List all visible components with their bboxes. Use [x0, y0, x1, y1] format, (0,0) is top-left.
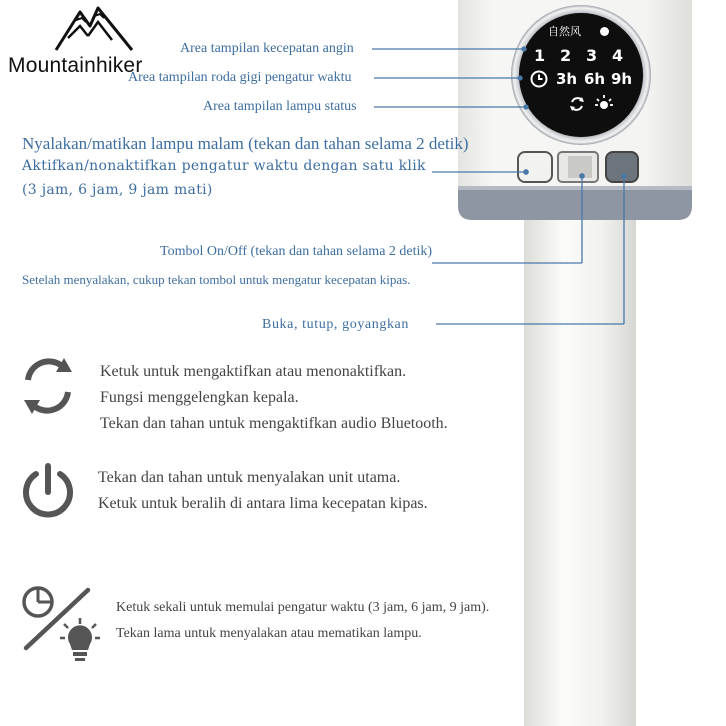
speed-level-4: 4: [612, 46, 624, 65]
display-mode-label: 自然风: [548, 25, 581, 38]
callout-power-button: Tombol On/Off (tekan dan tahan selama 2 detik): [160, 244, 433, 259]
brand-name: Mountainhiker: [8, 54, 143, 77]
timer-light-icon: [18, 584, 104, 664]
callout-wind-speed-area: Area tampilan kecepatan angin: [180, 41, 354, 56]
power-desc-line-1: Tekan dan tahan untuk menyalakan unit utama.: [98, 469, 401, 486]
speed-level-1: 1: [534, 46, 546, 65]
callout-oscillate: Buka, tutup, goyangkan: [262, 317, 409, 332]
timer-6h: 6h: [584, 70, 606, 88]
clock-icon: [530, 70, 548, 88]
speed-level-2: 2: [560, 46, 572, 65]
power-icon: [18, 462, 78, 524]
oscillate-desc-line-3: Tekan dan tahan untuk mengaktifkan audio Bluetooth.: [100, 415, 448, 432]
timer-light-desc-line-2: Tekan lama untuk menyalakan atau mematikan lampu.: [116, 626, 422, 641]
oscillate-status-icon: [568, 95, 586, 113]
oscillate-desc-line-2: Fungsi menggelengkan kepala.: [100, 389, 299, 406]
timer-9h: 9h: [611, 70, 633, 88]
callout-timer-options: (3 jam, 6 jam, 9 jam mati): [22, 182, 213, 198]
light-status-icon: [594, 93, 614, 113]
status-dot: [600, 27, 609, 36]
callout-speed-hint: Setelah menyalakan, cukup tekan tombol untuk mengatur kecepatan kipas.: [22, 272, 411, 287]
callout-timer-gear-area: Area tampilan roda gigi pengatur waktu: [128, 70, 352, 85]
callout-status-light-area: Area tampilan lampu status: [203, 99, 357, 114]
power-desc-line-2: Ketuk untuk beralih di antara lima kecepatan kipas.: [98, 495, 428, 512]
oscillate-icon: [18, 356, 78, 416]
oscillate-desc-line-1: Ketuk untuk mengaktifkan atau menonaktifkan.: [100, 363, 407, 380]
speed-level-3: 3: [586, 46, 598, 65]
timer-light-button[interactable]: [518, 152, 552, 182]
callout-night-light: Nyalakan/matikan lampu malam (tekan dan tahan selama 2 detik): [22, 134, 469, 153]
power-button[interactable]: [558, 152, 598, 182]
timer-3h: 3h: [556, 70, 578, 88]
oscillate-button[interactable]: [606, 152, 638, 182]
timer-light-desc-line-1: Ketuk sekali untuk memulai pengatur waktu (3 jam, 6 jam, 9 jam).: [116, 600, 490, 615]
callout-timer-toggle: Aktifkan/nonaktifkan pengatur waktu dengan satu klik: [22, 158, 426, 174]
